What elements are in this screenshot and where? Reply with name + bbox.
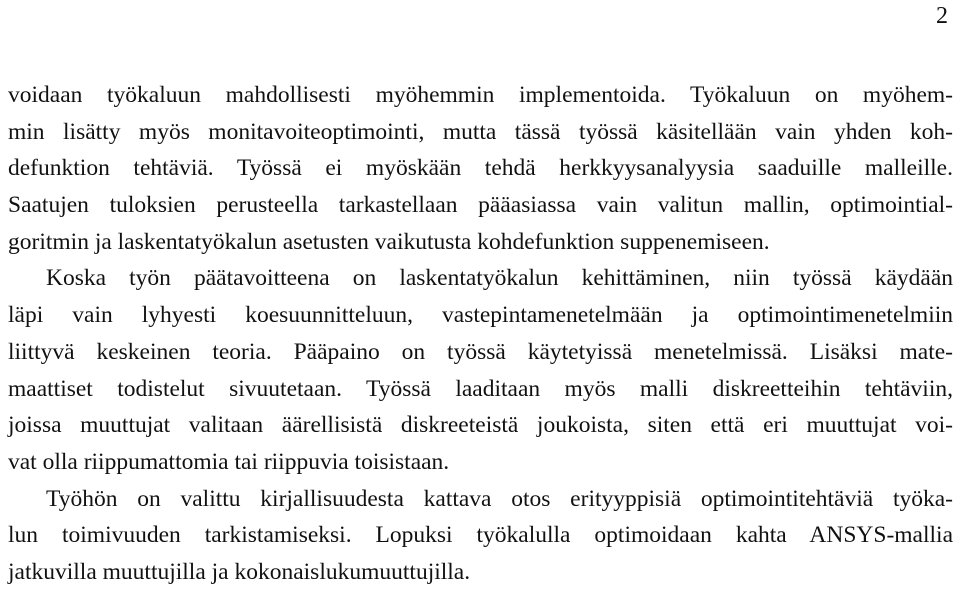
paragraph-first-line: Työhön on valittu kirjallisuudesta kattava otos erityyppisiä optimointitehtäviä työka- [46, 485, 953, 512]
text-line: läpi vain lyhyesti koesuunnitteluun, vastepintamenetelmään ja optimointimenetelmiin [8, 302, 953, 329]
text-line: liittyvä keskeinen teoria. Pääpaino on työssä käytetyissä menetelmissä. Lisäksi mate- [8, 338, 953, 365]
text-line: Saatujen tuloksien perusteella tarkastellaan pääasiassa vain valitun mallin, optimointial- [8, 192, 953, 219]
text-line: jatkuvilla muuttujilla ja kokonaislukumuuttujilla. [8, 558, 471, 585]
body-text [8, 77, 953, 591]
text-line: min lisätty myös monitavoiteoptimointi, mutta tässä työssä käsitellään vain yhden koh- [8, 118, 953, 145]
text-line: voidaan työkaluun mahdollisesti myöhemmin implementoida. Työkaluun on myöhem- [8, 82, 953, 108]
text-line: vat olla riippumattomia tai riippuvia toisistaan. [8, 448, 450, 475]
text-line: lun toimivuuden tarkistamiseksi. Lopuksi työkalulla optimoidaan kahta ANSYS-mallia [8, 522, 953, 549]
page-number: 2 [936, 3, 948, 29]
text-line: maattiset todistelut sivuutetaan. Työssä laaditaan myös malli diskreetteihin tehtäviin, [8, 375, 953, 402]
text-line: defunktion tehtäviä. Työssä ei myöskään tehdä herkkyysanalyysia saaduille malleille. [8, 155, 953, 182]
text-line: goritmin ja laskentatyökalun asetusten vaikutusta kohdefunktion suppenemiseen. [8, 228, 770, 255]
text-line: joissa muuttujat valitaan äärellisistä diskreeteistä joukoista, siten että eri muuttujat voi- [8, 412, 953, 439]
paragraph-first-line: Koska työn päätavoitteena on laskentatyökalun kehittäminen, niin työssä käydään [46, 265, 953, 292]
